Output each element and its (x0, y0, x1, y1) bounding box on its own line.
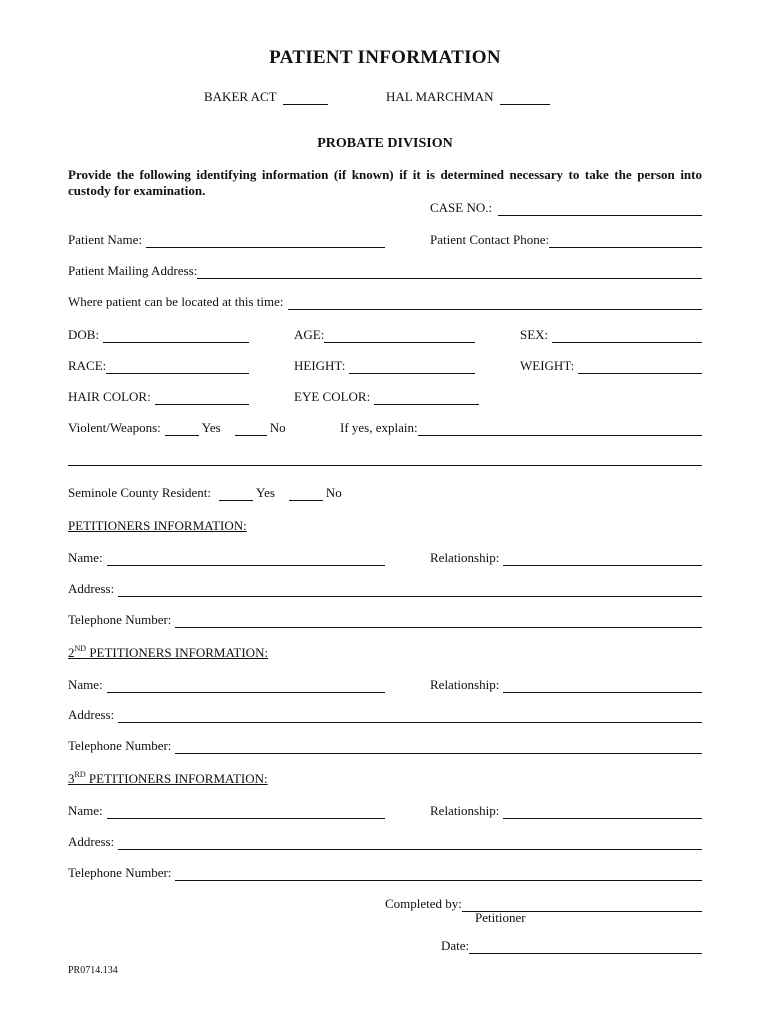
location-field (68, 294, 702, 310)
age-input[interactable] (324, 330, 475, 343)
eye-color-input[interactable] (374, 392, 479, 405)
mailing-address-label: Patient Mailing Address: (68, 263, 198, 278)
petitioner-1-address-field (68, 581, 702, 597)
height-input[interactable] (349, 361, 475, 374)
petitioner-2-name-input[interactable] (107, 680, 385, 693)
date-label: Date: (441, 938, 470, 953)
hair-color-label: HAIR COLOR: (68, 389, 151, 404)
race-input[interactable] (106, 361, 249, 374)
petitioner-1-name-field (68, 550, 385, 566)
case-no-field (430, 200, 702, 216)
petitioner-2-relationship-input[interactable] (503, 680, 702, 693)
petitioner-1-name-input[interactable] (107, 553, 385, 566)
petitioner-3-address-label: Address: (68, 834, 115, 849)
mailing-address-field (68, 263, 702, 279)
petitioner-2-address-field (68, 707, 702, 723)
mailing-address-input[interactable] (197, 266, 702, 279)
patient-phone-label: Patient Contact Phone: (430, 232, 550, 247)
petitioner-3-telephone-label: Telephone Number: (68, 865, 172, 880)
race-label: RACE: (68, 358, 107, 373)
petitioner-1-telephone-input[interactable] (175, 615, 702, 628)
petitioner-2-telephone-field (68, 738, 702, 754)
sex-field (520, 327, 702, 343)
petitioner-3-telephone-input[interactable] (175, 868, 702, 881)
height-field (294, 358, 475, 374)
petitioner-3-name-label: Name: (68, 803, 103, 818)
petitioner-1-relationship-label: Relationship: (430, 550, 500, 565)
baker-act-label: BAKER ACT (204, 89, 277, 104)
patient-name-input[interactable] (146, 235, 385, 248)
petitioner-3-relationship-label: Relationship: (430, 803, 500, 818)
violent-weapons-field (68, 420, 286, 436)
weight-label: WEIGHT: (520, 358, 575, 373)
seminole-no-blank[interactable] (289, 488, 323, 501)
seminole-resident-label: Seminole County Resident: (68, 485, 211, 500)
petitioner-2-address-input[interactable] (118, 710, 702, 723)
petitioner-3-heading-number: 3 (68, 771, 75, 786)
form-code: PR0714.134 (68, 965, 118, 976)
explain-input[interactable] (418, 423, 702, 436)
age-label: AGE: (294, 327, 325, 342)
height-label: HEIGHT: (294, 358, 346, 373)
petitioner-1-telephone-label: Telephone Number: (68, 612, 172, 627)
dob-label: DOB: (68, 327, 100, 342)
location-input[interactable] (288, 297, 703, 310)
patient-phone-field (430, 232, 702, 248)
completed-by-field (385, 896, 702, 912)
hal-marchman-label: HAL MARCHMAN (386, 89, 494, 104)
petitioner-1-telephone-field (68, 612, 702, 628)
petitioner-3-name-input[interactable] (107, 806, 385, 819)
dob-input[interactable] (103, 330, 249, 343)
page-title: PATIENT INFORMATION (269, 47, 501, 68)
petitioner-2-name-label: Name: (68, 677, 103, 692)
petitioner-2-heading-suffix: ND (74, 644, 87, 653)
explain-continuation-line[interactable] (68, 465, 702, 466)
baker-act-blank[interactable] (283, 92, 328, 105)
weight-field (520, 358, 702, 374)
petitioner-1-heading: PETITIONERS INFORMATION: (68, 518, 247, 533)
seminole-yes-blank[interactable] (219, 488, 253, 501)
petitioner-2-heading-text: PETITIONERS INFORMATION: (86, 645, 269, 660)
race-field (68, 358, 249, 374)
petitioner-2-name-field (68, 677, 385, 693)
hair-color-input[interactable] (155, 392, 249, 405)
petitioner-2-heading (68, 645, 268, 661)
petitioner-1-relationship-field (430, 550, 702, 566)
petitioner-caption: Petitioner (475, 910, 526, 925)
sex-input[interactable] (552, 330, 702, 343)
completed-by-label: Completed by: (385, 896, 462, 911)
petitioner-2-relationship-label: Relationship: (430, 677, 500, 692)
petitioner-2-telephone-input[interactable] (175, 741, 702, 754)
seminole-yes-label: Yes (256, 485, 275, 500)
weight-input[interactable] (578, 361, 702, 374)
petitioner-1-relationship-input[interactable] (503, 553, 702, 566)
petitioner-3-heading-suffix: RD (74, 770, 86, 779)
dob-field (68, 327, 249, 343)
hal-marchman-option (386, 89, 550, 105)
hal-marchman-blank[interactable] (500, 92, 550, 105)
explain-field (340, 420, 702, 436)
eye-color-field (294, 389, 479, 405)
patient-phone-input[interactable] (549, 235, 702, 248)
petitioner-3-heading-text: PETITIONERS INFORMATION: (85, 771, 268, 786)
date-field (441, 938, 702, 954)
instructions-text: Provide the following identifying information (if known) if it is determined necessary to take the person into custody for examination. (68, 167, 702, 198)
division-heading: PROBATE DIVISION (317, 136, 453, 151)
patient-name-field (68, 232, 385, 248)
petitioner-1-address-label: Address: (68, 581, 115, 596)
sex-label: SEX: (520, 327, 549, 342)
violent-yes-blank[interactable] (165, 423, 199, 436)
petitioner-3-telephone-field (68, 865, 702, 881)
petitioner-3-address-input[interactable] (118, 837, 702, 850)
violent-yes-label: Yes (201, 420, 221, 435)
seminole-no-label: No (325, 485, 342, 500)
explain-label: If yes, explain: (340, 420, 418, 435)
petitioner-3-name-field (68, 803, 385, 819)
location-label: Where patient can be located at this time: (68, 294, 284, 309)
date-input[interactable] (469, 941, 702, 954)
violent-no-label: No (269, 420, 286, 435)
patient-name-label: Patient Name: (68, 232, 143, 247)
baker-act-option (204, 89, 328, 105)
petitioner-3-relationship-field (430, 803, 702, 819)
violent-weapons-label: Violent/Weapons: (68, 420, 161, 435)
petitioner-1-address-input[interactable] (118, 584, 702, 597)
violent-no-blank[interactable] (235, 423, 267, 436)
petitioner-3-relationship-input[interactable] (503, 806, 702, 819)
seminole-resident-field (68, 485, 342, 501)
petitioner-2-relationship-field (430, 677, 702, 693)
petitioner-2-heading-number: 2 (68, 645, 75, 660)
petitioner-3-address-field (68, 834, 702, 850)
eye-color-label: EYE COLOR: (294, 389, 371, 404)
petitioner-1-name-label: Name: (68, 550, 103, 565)
petitioner-3-heading (68, 771, 268, 787)
case-no-input[interactable] (498, 203, 702, 216)
petitioner-2-address-label: Address: (68, 707, 115, 722)
age-field (294, 327, 475, 343)
hair-color-field (68, 389, 249, 405)
petitioner-2-telephone-label: Telephone Number: (68, 738, 172, 753)
case-no-label: CASE NO.: (430, 200, 493, 215)
